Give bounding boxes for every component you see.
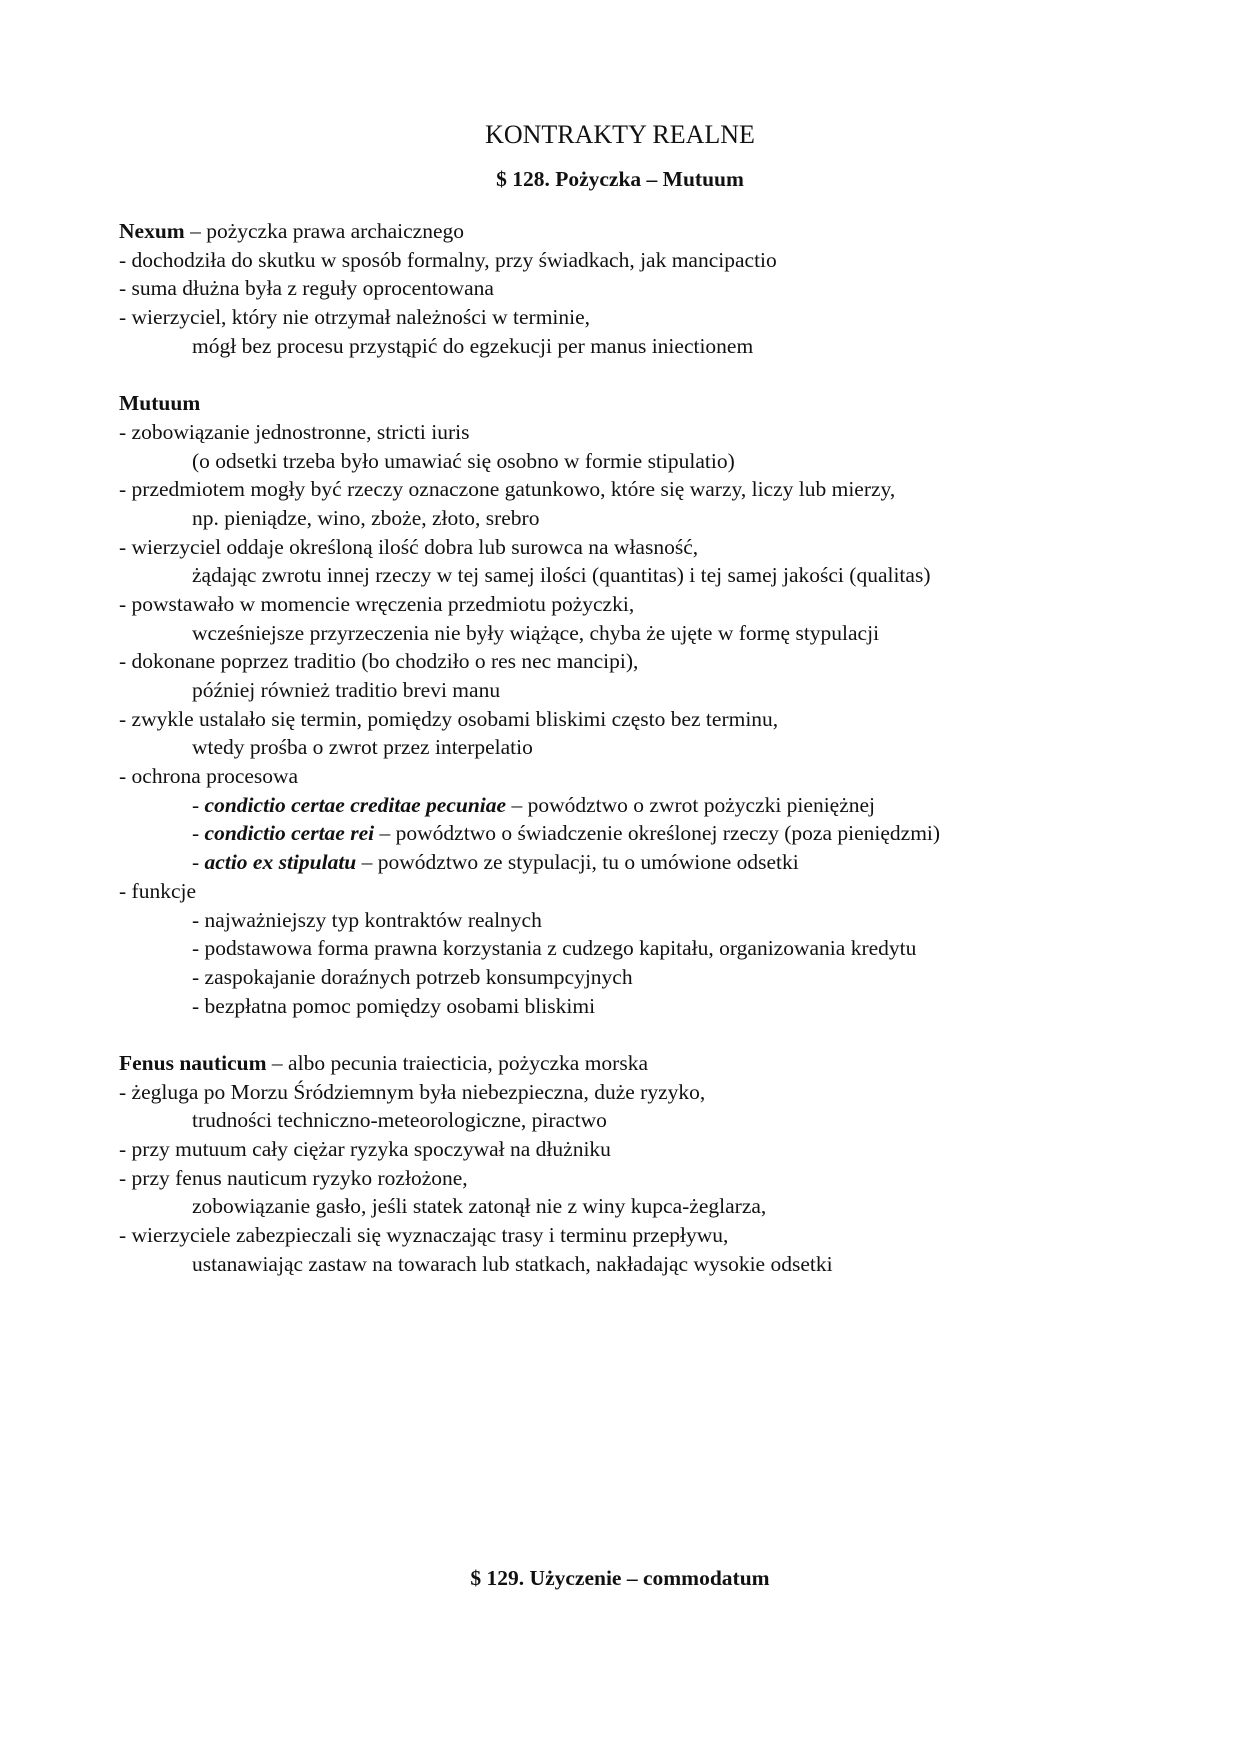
- fenus-line: - przy mutuum cały ciężar ryzyka spoczywał na dłużniku: [119, 1137, 611, 1161]
- mutuum-heading: Mutuum: [119, 391, 201, 416]
- fenus-line: trudności techniczno-meteorologiczne, piractwo: [192, 1108, 607, 1133]
- mutuum-line: wtedy prośba o zwrot przez interpelatio: [192, 735, 533, 760]
- nexum-line: - suma dłużna była z reguły oprocentowana: [119, 276, 494, 301]
- mutuum-line: - zobowiązanie jednostronne, stricti iuris: [119, 419, 470, 444]
- document-title: KONTRAKTY REALNE: [485, 120, 755, 149]
- fenus-definition: Fenus nauticum – albo pecunia traiecticia, pożyczka morska: [119, 1050, 648, 1075]
- action-name: actio ex stipulatu: [204, 850, 357, 875]
- action-name: condictio certae rei: [204, 821, 375, 846]
- section-heading-129: $ 129. Użyczenie – commodatum: [470, 1566, 770, 1590]
- nexum-definition: Nexum – pożyczka prawa archaicznego: [119, 219, 465, 243]
- fenus-term: Fenus nauticum: [119, 1050, 267, 1075]
- mutuum-line: - przedmiotem mogły być rzeczy oznaczone gatunkowo, które się warzy, liczy lub mierzy,: [119, 477, 896, 502]
- function-item: - podstawowa forma prawna korzystania z cudzego kapitału, organizowania kredytu: [192, 936, 917, 961]
- function-item: - zaspokajanie doraźnych potrzeb konsumpcyjnych: [192, 964, 633, 989]
- nexum-line: - wierzyciel, który nie otrzymał należności w terminie,: [119, 305, 591, 330]
- fenus-line: - wierzyciele zabezpieczali się wyznaczając trasy i terminu przepływu,: [119, 1223, 729, 1248]
- mutuum-line: wcześniejsze przyrzeczenia nie były wiążące, chyba że ujęte w formę stypulacji: [192, 620, 880, 645]
- function-item: - bezpłatna pomoc pomiędzy osobami bliskimi: [192, 993, 596, 1018]
- functions-label: - funkcje: [119, 878, 197, 903]
- mutuum-line: (o odsetki trzeba było umawiać się osobno w formie stipulatio): [192, 448, 735, 473]
- procedural-action: - condictio certae creditae pecuniae – powództwo o zwrot pożyczki pieniężnej: [192, 792, 876, 817]
- mutuum-line: - zwykle ustalało się termin, pomiędzy osobami bliskimi często bez terminu,: [119, 706, 779, 731]
- mutuum-line: żądając zwrotu innej rzeczy w tej samej ilości (quantitas) i tej samej jakości (qualitas): [192, 563, 931, 588]
- function-item: - najważniejszy typ kontraktów realnych: [192, 907, 542, 932]
- mutuum-line: - powstawało w momencie wręczenia przedmiotu pożyczki,: [119, 591, 635, 616]
- procedural-action: - condictio certae rei – powództwo o świadczenie określonej rzeczy (poza pieniędzmi): [192, 821, 941, 846]
- fenus-line: - żegluga po Morzu Śródziemnym była niebezpieczna, duże ryzyko,: [119, 1079, 706, 1104]
- fenus-line: - przy fenus nauticum ryzyko rozłożone,: [119, 1165, 468, 1190]
- mutuum-line: np. pieniądze, wino, zboże, złoto, srebro: [192, 505, 540, 530]
- section-heading-128: $ 128. Pożyczka – Mutuum: [496, 167, 744, 191]
- mutuum-line: - wierzyciel oddaje określoną ilość dobra lub surowca na własność,: [119, 534, 699, 559]
- nexum-term: Nexum: [119, 219, 185, 243]
- action-name: condictio certae creditae pecuniae: [204, 792, 507, 817]
- mutuum-line: - ochrona procesowa: [119, 764, 299, 789]
- fenus-line: ustanawiając zastaw na towarach lub statkach, nakładając wysokie odsetki: [192, 1251, 833, 1276]
- nexum-line: mógł bez procesu przystąpić do egzekucji per manus iniectionem: [192, 333, 754, 358]
- mutuum-line: później również traditio brevi manu: [192, 678, 501, 702]
- procedural-action: - actio ex stipulatu – powództwo ze stypulacji, tu o umówione odsetki: [192, 850, 799, 875]
- nexum-section: [119, 217, 1119, 1278]
- nexum-line: - dochodziła do skutku w sposób formalny, przy świadkach, jak mancipactio: [119, 247, 777, 272]
- fenus-line: zobowiązanie gasło, jeśli statek zatonął nie z winy kupca-żeglarza,: [192, 1194, 767, 1219]
- mutuum-line: - dokonane poprzez traditio (bo chodziło o res nec mancipi),: [119, 649, 639, 674]
